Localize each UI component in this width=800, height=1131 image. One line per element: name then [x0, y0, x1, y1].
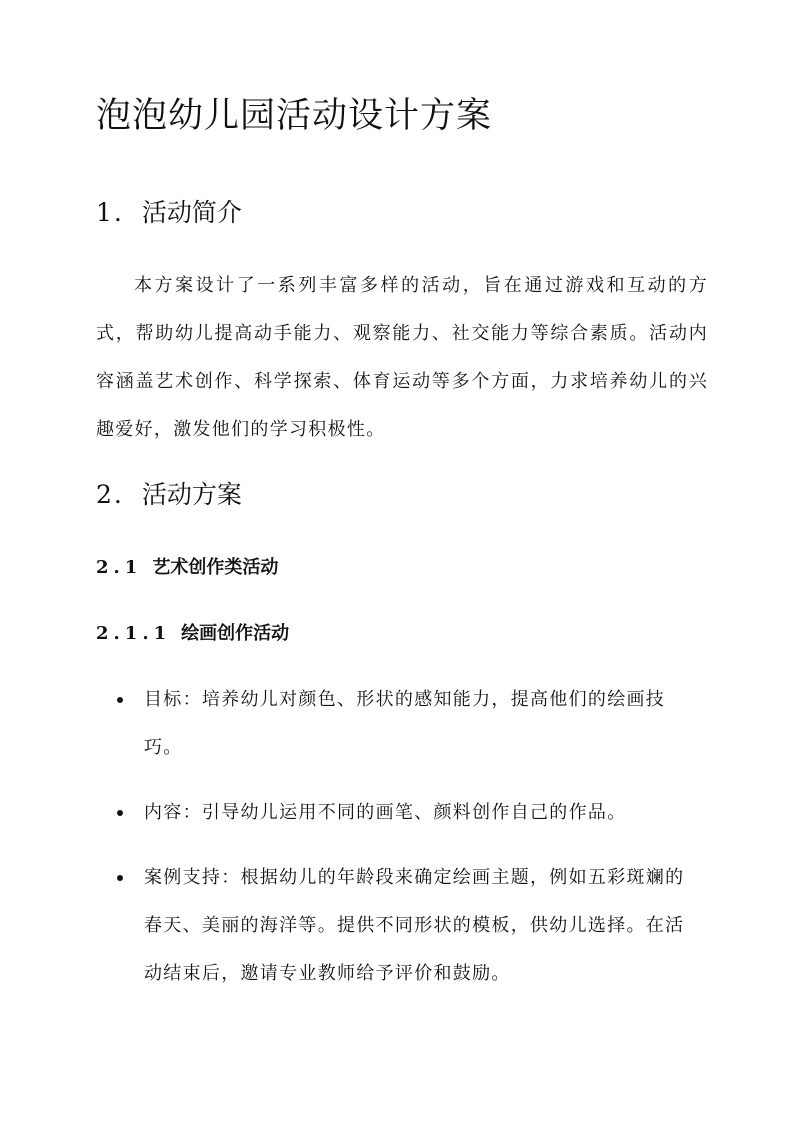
document-title: 泡泡幼儿园活动设计方案 — [96, 96, 493, 136]
bullet-dot-icon — [117, 697, 123, 703]
list-item-text: 内容：引导幼儿运用不同的画笔、颜料创作自己的作品。 — [144, 802, 627, 823]
subsubsection-number: 2.1.1 — [96, 623, 172, 644]
subsection-heading — [96, 555, 278, 581]
subsection-title: 艺术创作类活动 — [152, 557, 279, 578]
list-item — [96, 854, 689, 998]
subsection-number: 2.1 — [96, 557, 143, 578]
list-item-text: 目标：培养幼儿对颜色、形状的感知能力，提高他们的绘画技巧。 — [144, 689, 666, 758]
bullet-list — [96, 676, 696, 1015]
subsubsection-heading — [96, 621, 289, 647]
section-number: 1. — [96, 198, 124, 227]
list-item-text: 案例支持：根据幼儿的年龄段来确定绘画主题，例如五彩斑斓的春天、美丽的海洋等。提供不同形状的模板，供幼儿选择。在活动结束后，邀请专业教师给予评价和鼓励。 — [144, 867, 685, 984]
bullet-dot-icon — [117, 875, 123, 881]
intro-paragraph: 本方案设计了一系列丰富多样的活动，旨在通过游戏和互动的方式，帮助幼儿提高动手能力、观察能力、社交能力等综合素质。活动内容涵盖艺术创作、科学探索、体育运动等多个方面，力求培养幼儿的兴趣爱好，激发他们的学习积极性。 — [96, 275, 708, 440]
section-title: 活动方案 — [141, 480, 242, 509]
bullet-dot-icon — [117, 810, 123, 816]
section-title: 活动简介 — [141, 198, 242, 227]
subsubsection-title: 绘画创作活动 — [181, 623, 290, 644]
section-heading-intro — [96, 196, 242, 230]
section-heading-plan — [96, 478, 242, 512]
section-number: 2. — [96, 480, 124, 509]
list-item — [96, 789, 689, 837]
list-item — [96, 676, 689, 772]
